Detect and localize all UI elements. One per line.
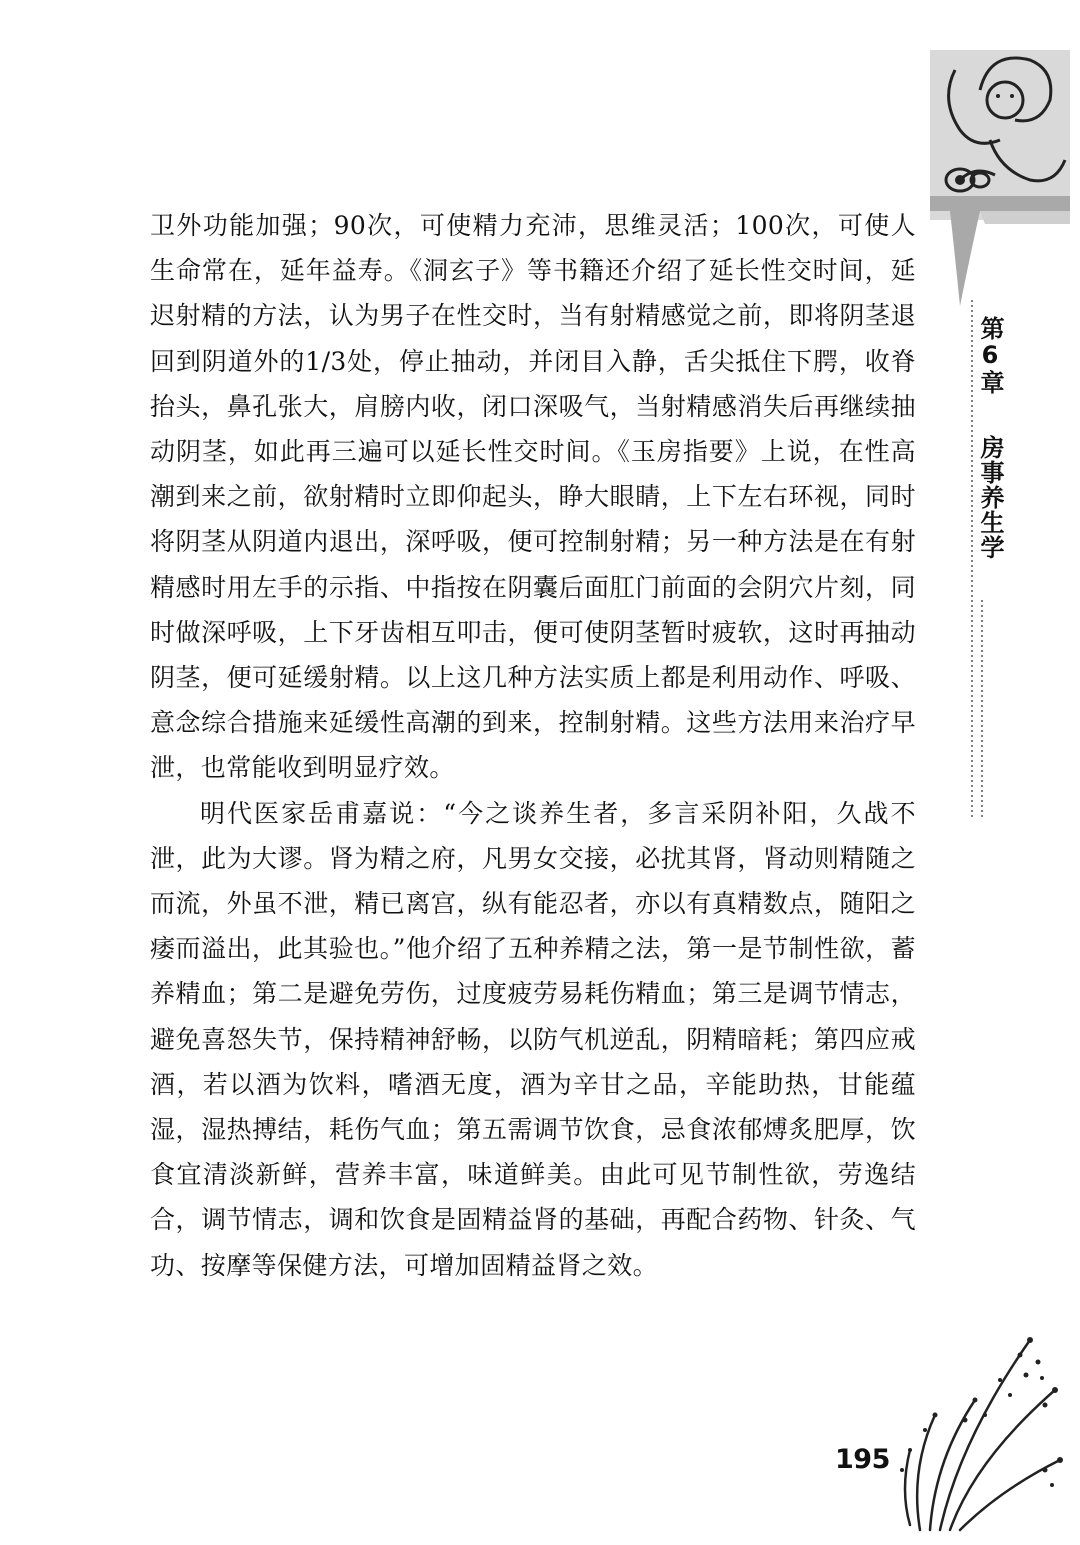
grass-sprigs-icon	[880, 1320, 1070, 1535]
paragraph-2: 明代医家岳甫嘉说：“今之谈养生者，多言采阴补阳，久战不泄，此为大谬。肾为精之府，凡男女交接，必扰其肾，肾动则精随之而流，外虽不泄，精已离宫，纵有能忍者，亦以有真精数点，随阳之痿而溢出，此其验也。”他介绍了五种养精之法，第一是节制性欲，蓄养精血；第二是避免劳伤，过度疲劳易耗伤精血；第三是调节情志，避免喜怒失节，保持精神舒畅，以防气机逆乱，阴精暗耗；第四应戒酒，若以酒为饮料，嗜酒无度，酒为辛甘之品，辛能助热，甘能蕴湿，湿热搏结，耗伤气血；第五需调节饮食，忌食浓郁煿炙肥厚，饮食宜清淡新鲜，营养丰富，味道鲜美。由此可见节制性欲，劳逸结合，调节情志，调和饮食是固精益肾的基础，再配合药物、针灸、气功、按摩等保健方法，可增加固精益肾之效。	[150, 798, 916, 1280]
paragraph-1: 卫外功能加强；90次，可使精力充沛，思维灵活；100次，可使人生命常在，延年益寿。《洞玄子》等书籍还介绍了延长性交时间，延迟射精的方法，认为男子在性交时，当有射精感觉之前，即将阴茎退回到阴道外的1/3处，停止抽动，并闭目入静，舌尖抵住下腭，收脊抬头，鼻孔张大，肩膀内收，闭口深吸气，当射精感消失后再继续抽动阴茎，如此再三遍可以延长性交时间。《玉房指要》上说，在性高潮到来之前，欲射精时立即仰起头，睁大眼睛，上下左右环视，同时将阴茎从阴道内退出，深呼吸，便可控制射精；另一种方法是在有射精感时用左手的示指、中指按在阴囊后面肛门前面的会阴穴片刻，同时做深呼吸，上下牙齿相互叩击，便可使阴茎暂时疲软，这时再抽动阴茎，便可延缓射精。以上这几种方法实质上都是利用动作、呼吸、意念综合措施来延缓性高潮的到来，控制射精。这些方法用来治疗早泄，也常能收到明显疗效。	[150, 211, 916, 783]
body-text	[150, 203, 916, 1288]
chapter-banner-icon	[930, 196, 1070, 316]
chapter-number-label: 第6章	[976, 316, 1004, 395]
page-number: 195	[835, 1444, 890, 1475]
chapter-title: 房事养生学	[976, 435, 1004, 560]
chapter-marker	[968, 316, 1012, 560]
